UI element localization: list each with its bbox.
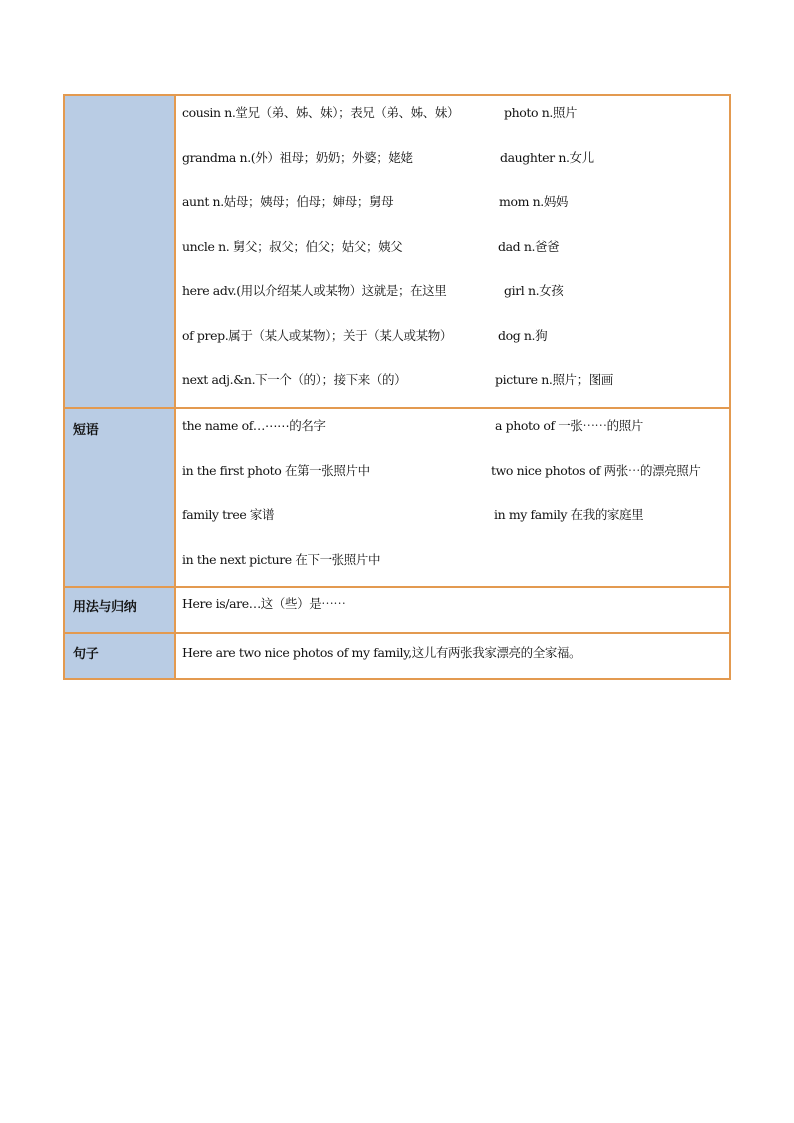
phrase: the name of…⋯⋯的名字 — [182, 418, 326, 433]
vocab-content-cell — [175, 95, 730, 408]
vocab-section — [64, 95, 730, 408]
vocab-term: aunt n.姑母；姨母；伯母；婶母；舅母 — [182, 194, 394, 209]
phrase-row — [182, 463, 729, 508]
vocabulary-table — [63, 94, 731, 680]
usage-text: Here is/are…这（些）是⋯⋯ — [182, 596, 346, 611]
section-label: 短语 — [73, 423, 99, 438]
vocab-term-right: photo n.照片 — [504, 105, 578, 120]
phrase-right: a photo of 一张⋯⋯的照片 — [495, 418, 643, 433]
sentence-section — [64, 633, 730, 679]
vocab-row — [182, 328, 729, 373]
vocab-term-right: dog n.狗 — [498, 327, 548, 343]
vocab-term-right: daughter n.女儿 — [500, 149, 594, 165]
vocab-label-cell — [64, 95, 175, 408]
vocab-term-right: mom n.妈妈 — [499, 194, 569, 209]
phrases-label-cell — [64, 408, 175, 587]
phrase: family tree 家谱 — [182, 507, 275, 522]
vocab-term-right: girl n.女孩 — [504, 283, 564, 298]
vocab-term: cousin n.堂兄（弟、姊、妹）；表兄（弟、姊、妹） — [182, 105, 460, 120]
vocab-term: grandma n.(外）祖母；奶奶；外婆；姥姥 — [182, 149, 413, 165]
phrase-row — [182, 507, 729, 552]
vocab-term: of prep.属于（某人或某物）；关于（某人或某物） — [182, 327, 452, 343]
phrase-right: in my family 在我的家庭里 — [494, 507, 644, 522]
section-label: 用法与归纳 — [73, 600, 137, 615]
vocab-term: here adv.(用以介绍某人或某物）这就是；在这里 — [182, 283, 447, 298]
section-label: 句子 — [73, 647, 99, 662]
sentence-text: Here are two nice photos of my family,这儿有两张我家漂亮的全家福。 — [182, 645, 582, 660]
phrase-row — [182, 418, 729, 463]
usage-section — [64, 587, 730, 633]
vocab-row — [182, 239, 729, 284]
vocab-row — [182, 150, 729, 195]
vocab-term-right: dad n.爸爸 — [498, 238, 560, 254]
phrases-section — [64, 408, 730, 587]
vocab-term: uncle n. 舅父；叔父；伯父；姑父；姨父 — [182, 238, 403, 254]
usage-content-cell — [175, 587, 730, 633]
phrases-content-cell — [175, 408, 730, 587]
vocab-row — [182, 194, 729, 239]
vocab-row — [182, 105, 729, 150]
phrase-right: two nice photos of 两张⋯的漂亮照片 — [491, 462, 701, 478]
phrase: in the next picture 在下一张照片中 — [182, 551, 381, 567]
phrase: in the first photo 在第一张照片中 — [182, 462, 370, 478]
sentence-row — [182, 645, 729, 665]
vocab-term: next adj.&n.下一个（的）；接下来（的） — [182, 372, 407, 387]
usage-label-cell — [64, 587, 175, 633]
sentence-content-cell — [175, 633, 730, 679]
sentence-label-cell — [64, 633, 175, 679]
vocab-term-right: picture n.照片；图画 — [495, 372, 613, 387]
usage-row — [182, 596, 729, 616]
section-label — [65, 96, 174, 106]
vocab-row — [182, 283, 729, 328]
